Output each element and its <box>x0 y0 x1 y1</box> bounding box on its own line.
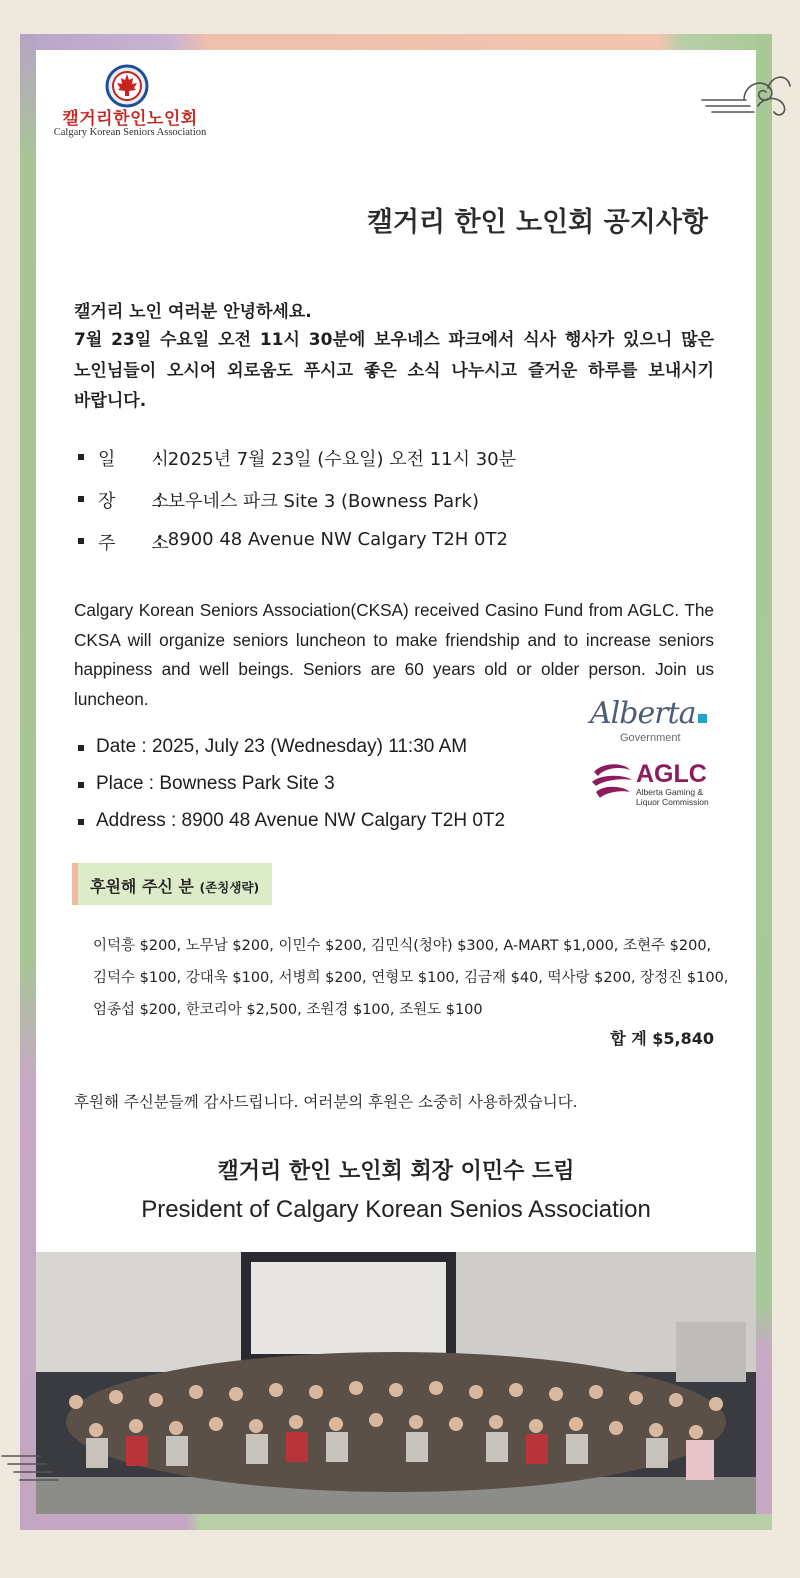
sponsor-heading-note: (존칭생략) <box>199 880 260 895</box>
sponsor-line: 이덕흥 $200, 노무남 $200, 이민수 $200, 김민식(청야) $300, A-MART $1,000, 조현주 $200, <box>93 938 712 954</box>
group-photo <box>36 1252 756 1514</box>
detail-value: : 2025년 7월 23일 (수요일) 오전 11시 30분 <box>156 449 517 470</box>
detail-label: 주 소 <box>98 533 169 554</box>
bullet-icon <box>78 496 84 502</box>
bullet-icon <box>78 538 84 544</box>
signature-korean: 캘거리 한인 노인회 회장 이민수 드림 <box>217 1159 575 1184</box>
bullet-icon <box>78 745 84 751</box>
detail-value: : 보우네스 파크 Site 3 (Bowness Park) <box>156 491 479 512</box>
aglc-logo <box>590 760 720 806</box>
greeting-line-1: 캘거리 노인 여러분 안녕하세요. <box>74 302 312 322</box>
alberta-square-icon <box>698 714 707 723</box>
english-paragraph: Calgary Korean Seniors Association(CKSA) received Casino Fund from AGLC. The CKSA will organize seniors luncheon to make friendship and to increase seniors happiness and well beings. Seniors are 60 years old or older person. Join us luncheon. <box>74 600 714 709</box>
detail-label: 장 소 <box>98 491 169 512</box>
logo-korean-name: 캘거리한인노인회 <box>62 109 198 129</box>
aglc-subtitle: Alberta Gaming & Liquor Commission <box>636 787 709 807</box>
signature-english: President of Calgary Korean Senios Association <box>141 1196 651 1223</box>
logo-english-name: Calgary Korean Seniors Association <box>53 127 207 138</box>
aglc-swirl-icon <box>590 760 636 804</box>
cksa-logo <box>50 64 210 144</box>
detail-text: Date : 2025, July 23 (Wednesday) 11:30 AM <box>96 736 468 757</box>
sponsor-line: 김덕수 $100, 강대욱 $100, 서병희 $200, 연형모 $100, 김금재 $40, 떡사랑 $200, 장정진 $100, <box>93 970 729 986</box>
sponsor-list <box>93 930 729 1026</box>
alberta-subtitle: Government <box>620 732 681 744</box>
alberta-wordmark: Alberta <box>590 696 696 731</box>
maple-leaf-emblem-icon <box>102 64 152 108</box>
detail-text: Place : Bowness Park Site 3 <box>96 773 335 794</box>
bullet-icon <box>78 782 84 788</box>
page-title: 캘거리 한인 노인회 공지사항 <box>366 207 708 238</box>
greeting-line-3: 노인님들이 오시어 외로움도 푸시고 좋은 소식 나누시고 즐거운 하루를 보내시기 <box>74 361 714 381</box>
alberta-government-logo <box>586 696 714 748</box>
greeting-line-2: 7월 23일 수요일 오전 11시 30분에 보우네스 파크에서 식사 행사가 있으니 많은 <box>74 330 714 350</box>
sponsor-line: 엄종섭 $200, 한코리아 $2,500, 조원경 $100, 조원도 $100 <box>93 1002 483 1018</box>
frame-top-border <box>20 34 772 50</box>
sponsor-heading-text <box>90 874 259 897</box>
frame-bottom-border <box>20 1514 772 1530</box>
frame-right-border <box>756 34 772 1530</box>
detail-value: : 8900 48 Avenue NW Calgary T2H 0T2 <box>156 529 508 550</box>
aglc-wordmark: AGLC <box>636 760 707 788</box>
bullet-icon <box>78 454 84 460</box>
sponsor-heading-accent <box>72 863 78 905</box>
frame-left-border <box>20 34 36 1530</box>
cloud-wave-ornament-icon <box>700 66 792 122</box>
sponsor-total: 합 계 $5,840 <box>610 1029 714 1048</box>
detail-text: Address : 8900 48 Avenue NW Calgary T2H 0T2 <box>96 810 506 831</box>
bullet-icon <box>78 819 84 825</box>
greeting-line-4: 바랍니다. <box>74 391 147 411</box>
thanks-message: 후원해 주신분들께 감사드립니다. 여러분의 후원은 소중히 사용하겠습니다. <box>74 1093 578 1111</box>
detail-label: 일 시 <box>98 449 169 470</box>
sponsor-heading-label: 후원해 주신 분 <box>90 877 194 896</box>
decorative-lines-icon <box>0 1440 70 1500</box>
sponsor-heading <box>72 863 272 905</box>
